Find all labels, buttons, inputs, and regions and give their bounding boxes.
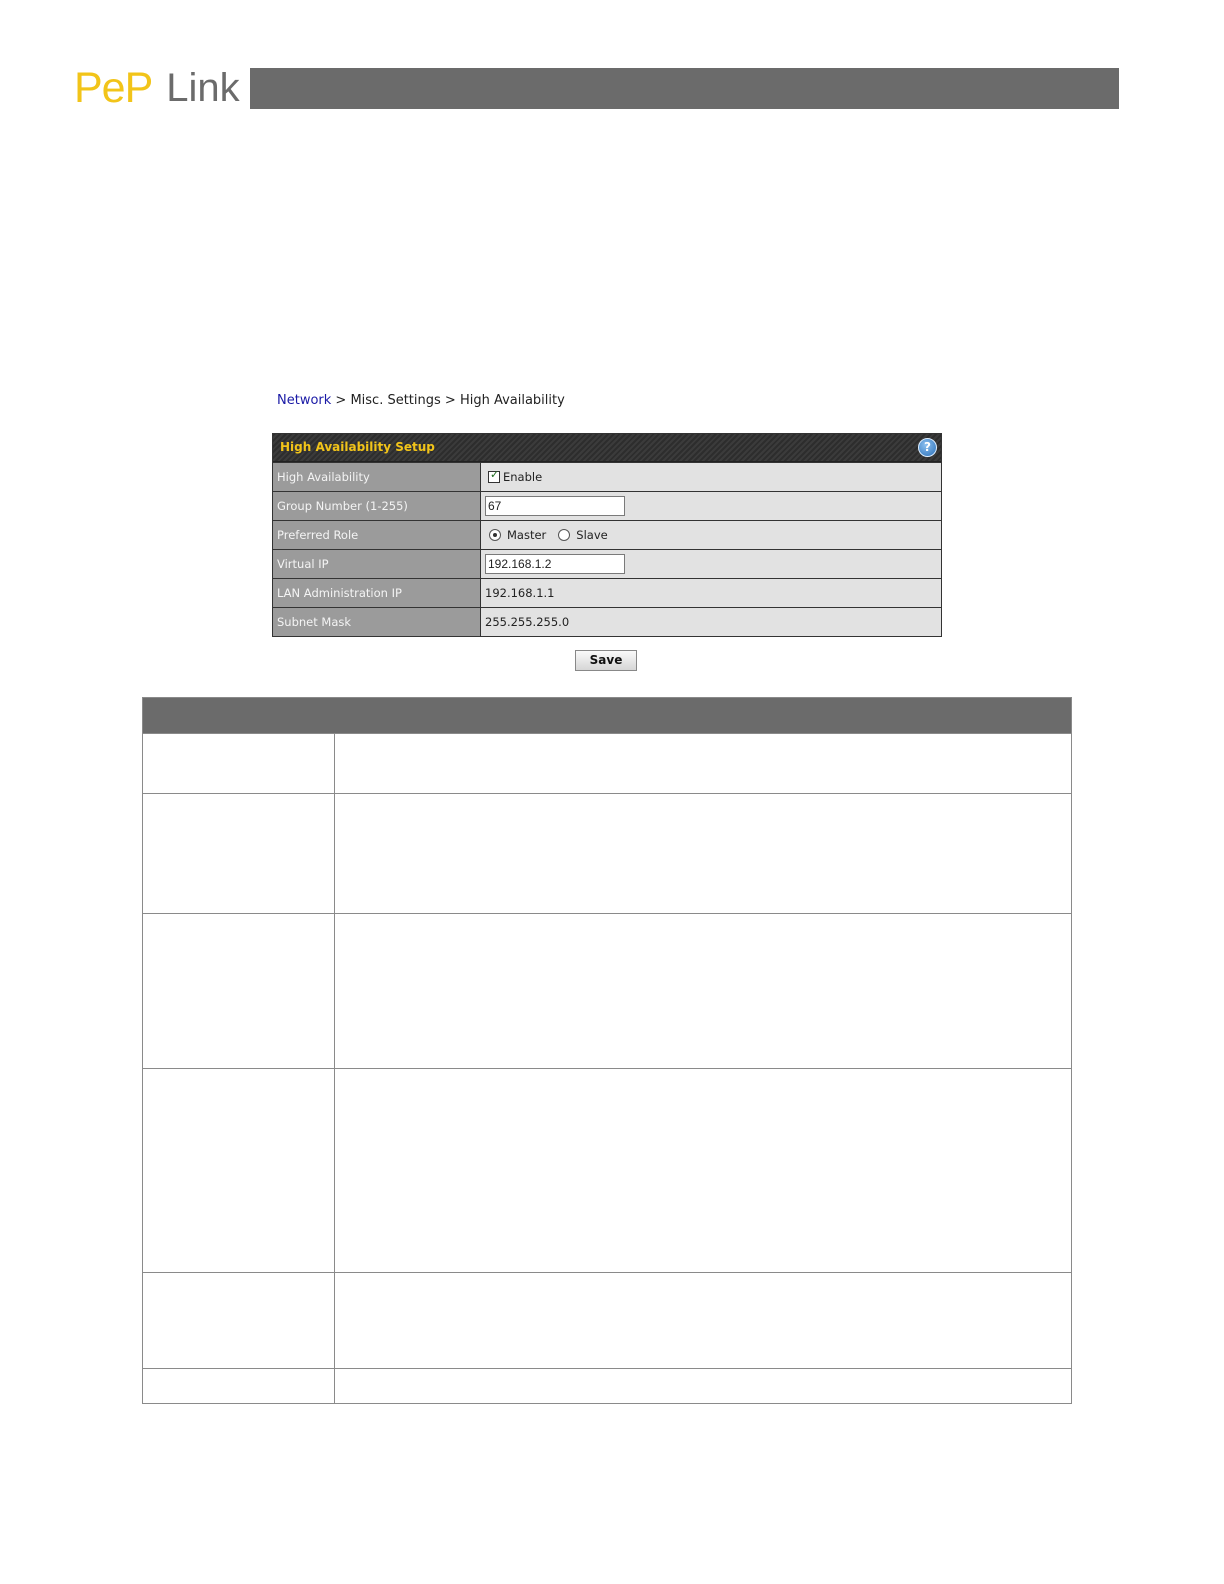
reference-table-header	[143, 698, 1071, 733]
table-cell	[143, 1069, 335, 1272]
logo-pep-text: PeP	[74, 64, 153, 112]
peplink-logo	[74, 66, 240, 110]
table-cell	[335, 794, 1071, 913]
table-row	[143, 1068, 1071, 1272]
table-cell	[143, 794, 335, 913]
breadcrumb-network-link[interactable]: Network	[277, 393, 332, 408]
row-value	[481, 463, 941, 491]
slave-label: Slave	[576, 528, 608, 542]
checkmark-icon: ✓	[490, 467, 500, 481]
enable-checkbox[interactable]	[488, 467, 500, 483]
page-header	[72, 66, 1119, 110]
subnet-mask-value: 255.255.255.0	[481, 608, 941, 636]
reference-table	[142, 697, 1072, 1404]
row-value	[481, 550, 941, 578]
row-virtual-ip	[273, 549, 941, 578]
master-label: Master	[507, 528, 547, 542]
table-cell	[143, 1369, 335, 1403]
table-cell	[335, 914, 1071, 1068]
row-group-number	[273, 491, 941, 520]
row-label: Subnet Mask	[273, 608, 481, 636]
master-radio[interactable]	[489, 529, 501, 541]
header-bar	[250, 68, 1119, 109]
row-label: Group Number (1-255)	[273, 492, 481, 520]
row-high-availability	[273, 462, 941, 491]
row-label: High Availability	[273, 463, 481, 491]
table-row	[143, 1368, 1071, 1403]
table-cell	[143, 914, 335, 1068]
row-label: Virtual IP	[273, 550, 481, 578]
row-preferred-role	[273, 520, 941, 549]
panel-title-bar	[273, 434, 941, 462]
table-cell	[143, 734, 335, 793]
lan-admin-ip-value: 192.168.1.1	[481, 579, 941, 607]
logo-link-text: Link	[166, 66, 240, 110]
table-cell	[335, 734, 1071, 793]
row-lan-admin-ip	[273, 578, 941, 607]
question-mark-icon[interactable]: ?	[918, 438, 937, 457]
table-cell	[335, 1369, 1071, 1403]
row-subnet-mask	[273, 607, 941, 636]
row-label: LAN Administration IP	[273, 579, 481, 607]
row-label: Preferred Role	[273, 521, 481, 549]
table-row	[143, 793, 1071, 913]
table-cell	[335, 1069, 1071, 1272]
group-number-input[interactable]: 67	[485, 496, 625, 516]
table-row	[143, 1272, 1071, 1368]
slave-radio[interactable]	[558, 529, 570, 541]
save-button[interactable]: Save	[575, 650, 637, 671]
table-cell	[335, 1273, 1071, 1368]
row-value	[481, 521, 941, 549]
table-cell	[143, 1273, 335, 1368]
breadcrumb	[277, 393, 565, 408]
breadcrumb-path: > Misc. Settings > High Availability	[335, 393, 565, 408]
row-value	[481, 492, 941, 520]
virtual-ip-input[interactable]: 192.168.1.2	[485, 554, 625, 574]
table-row	[143, 913, 1071, 1068]
panel-title: High Availability Setup	[280, 440, 435, 454]
table-row	[143, 733, 1071, 793]
enable-label: Enable	[503, 470, 543, 484]
high-availability-panel	[272, 433, 942, 637]
